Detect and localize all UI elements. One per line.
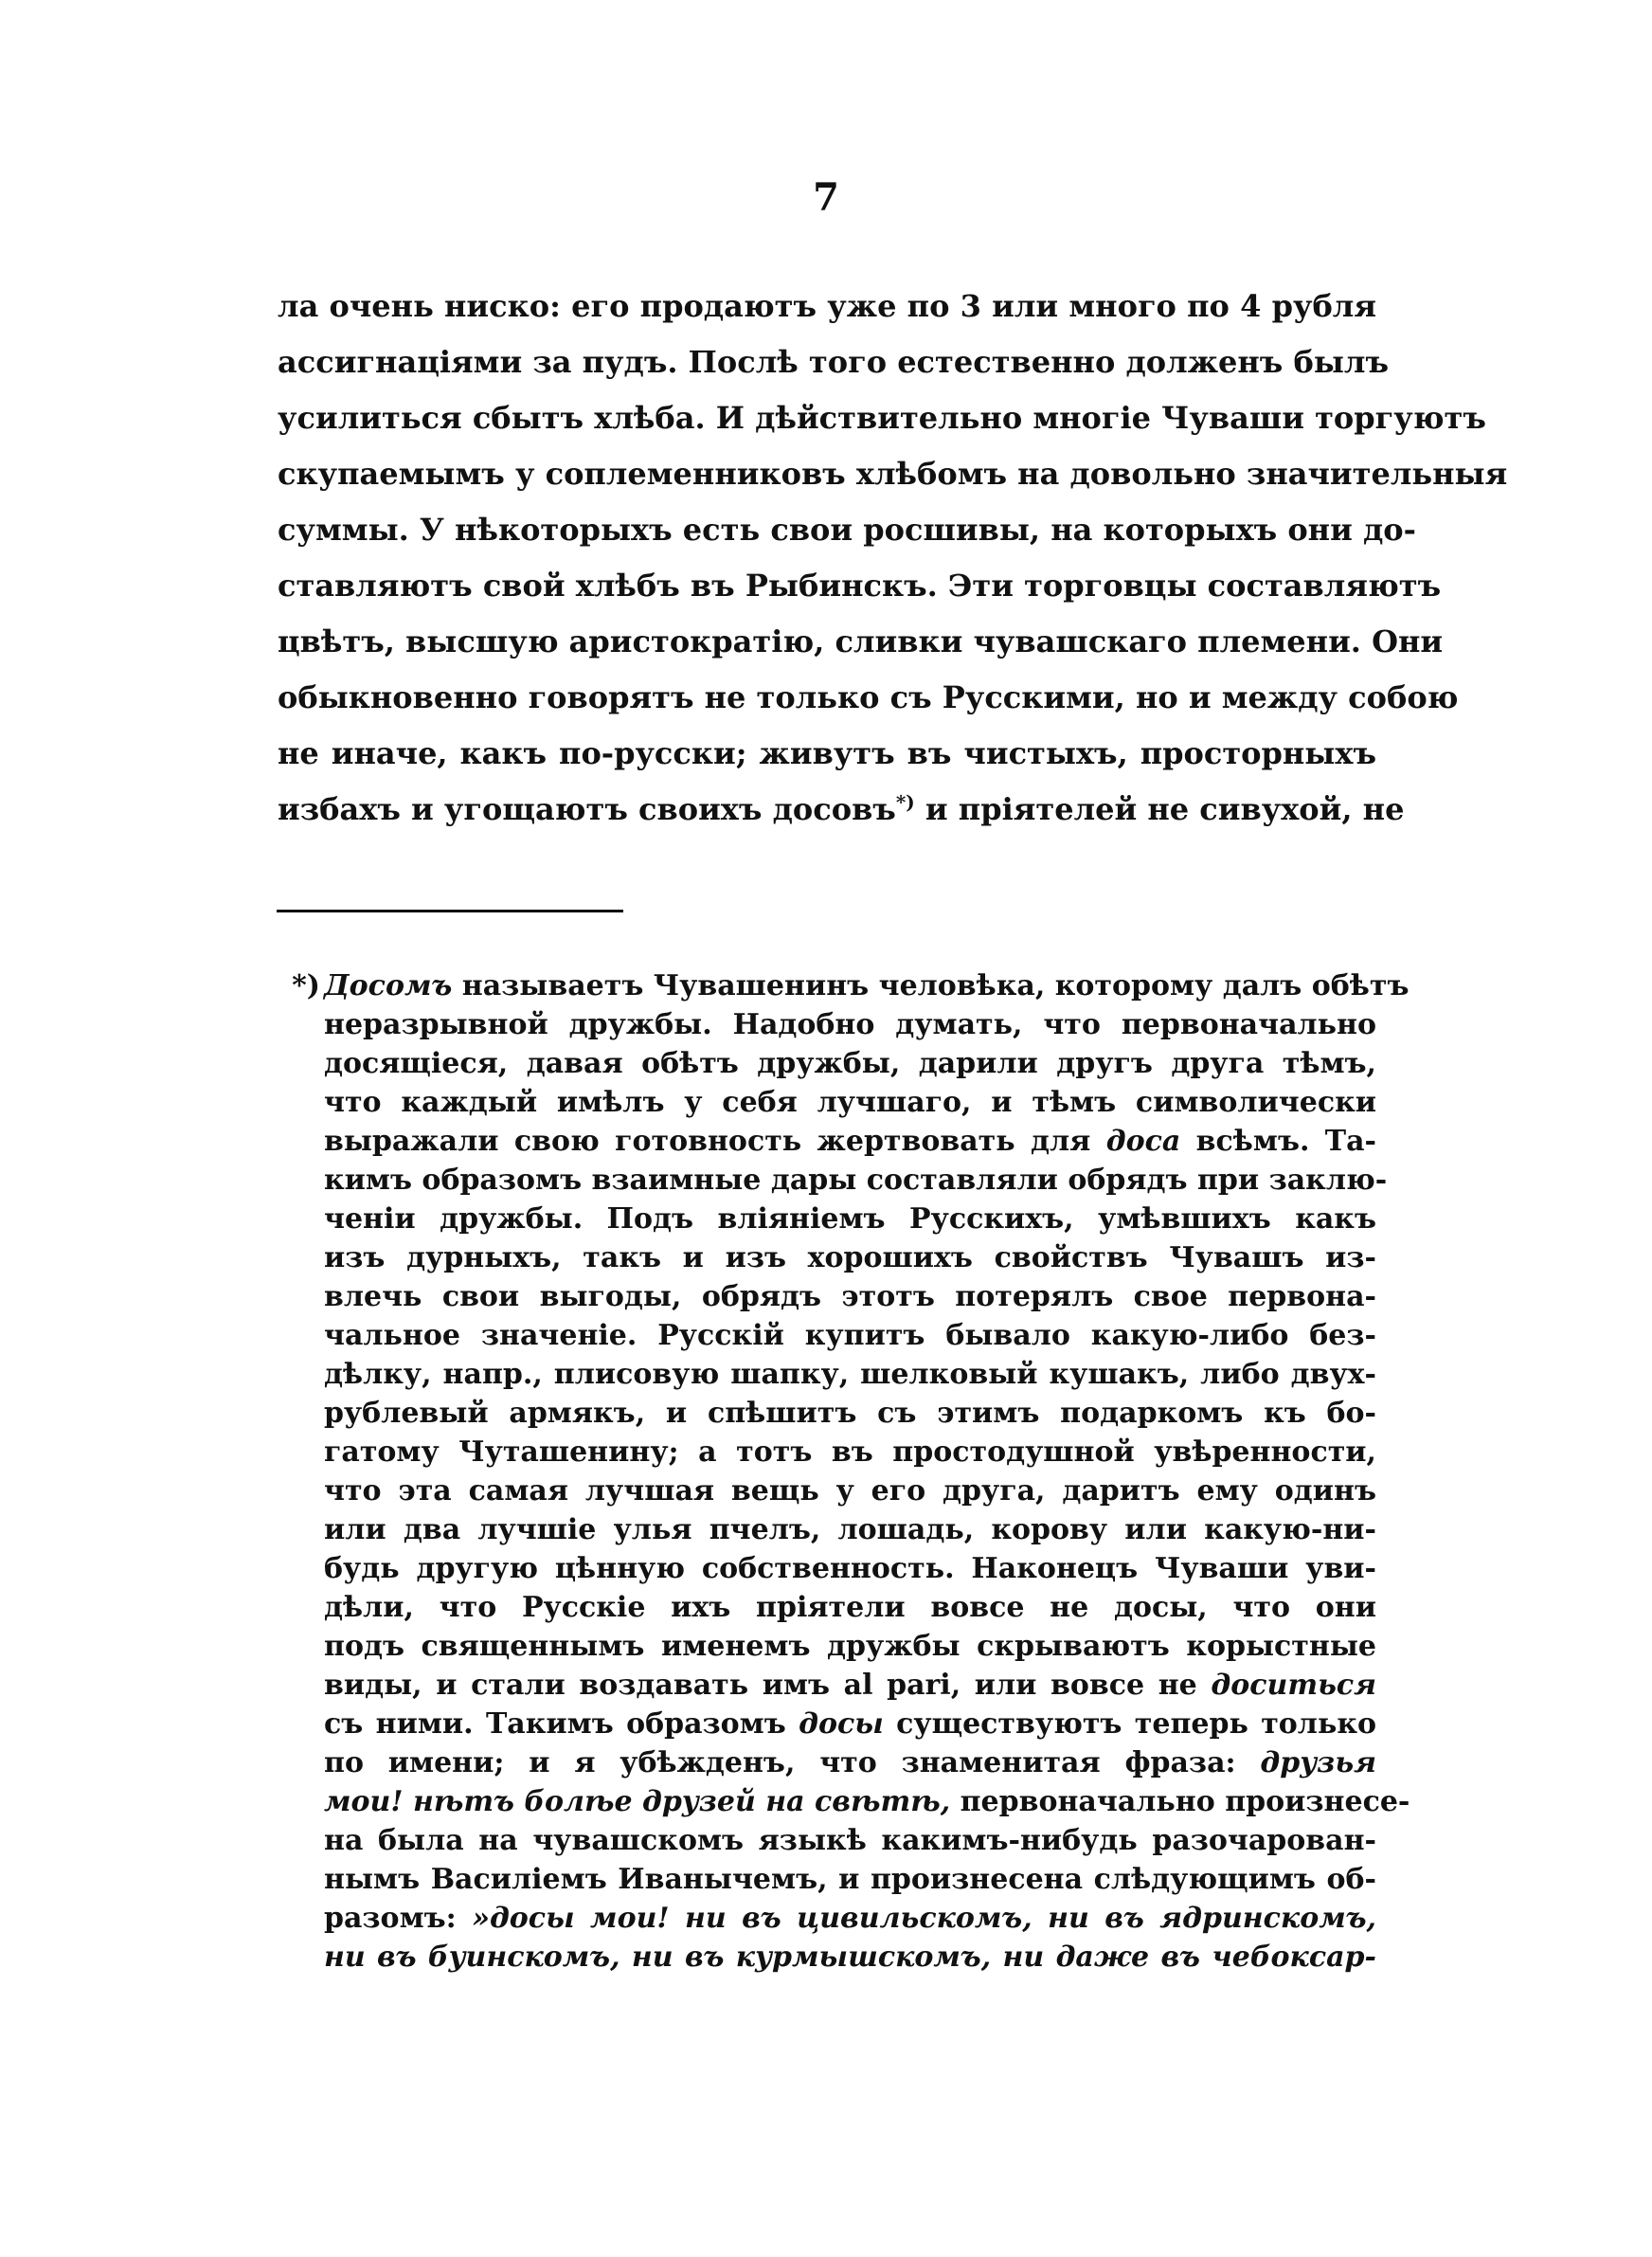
footnote-line: или два лучшіе улья пчелъ, лошадь, корову или какую-ни- [324,1513,1376,1546]
footnote-line: подъ священнымъ именемъ дружбы скрываютъ корыстные [324,1630,1376,1663]
main-text-line: усилиться сбытъ хлѣба. И дѣйствительно многіе Чуваши торгуютъ [278,400,1486,436]
footnote-line: на была на чувашскомъ языкѣ какимъ-нибудь разочарован- [324,1824,1376,1857]
footnote-line: досящіеся, давая обѣтъ дружбы, дарили другъ друга тѣмъ, [324,1047,1376,1080]
footnote-italic: »досы мои! ни въ цивильскомъ, ни въ ядринскомъ, [472,1902,1376,1935]
footnote-reference: *) [895,790,915,814]
footnote-segment: существуютъ теперь только [883,1707,1376,1741]
footnote-segment: выражали свою готовность жертвовать для [324,1125,1106,1158]
footnote-line [324,1705,1376,1743]
footnote-line: будь другую цѣнную собственность. Наконецъ Чуваши уви- [324,1552,1376,1585]
main-text-line [278,782,1405,838]
main-text-line: ассигнаціями за пудъ. Послѣ того естественно долженъ былъ [278,344,1389,380]
main-text-line: ла очень ниско: его продаютъ уже по 3 или много по 4 рубля [278,288,1376,324]
footnote-line [324,1666,1376,1705]
footnote-segment: виды, и стали воздавать имъ al pari, или вовсе не [324,1669,1212,1702]
footnote-line: чальное значеніе. Русскій купитъ бывало какую-либо без- [324,1319,1376,1352]
footnote-line: что каждый имѣлъ у себя лучшаго, и тѣмъ символически [324,1086,1376,1119]
footnote-segment: называетъ Чувашенинъ человѣка, которому далъ обѣтъ [452,969,1410,1002]
footnote-italic: доситься [1211,1669,1376,1702]
footnote-mark: *) [292,969,320,1002]
footnote-italic: мои! нѣтъ болѣе друзей на свѣтѣ, [324,1785,951,1818]
footnote-line [324,1782,1410,1821]
main-text-segment: и пріятелей не сивухой, не [914,791,1405,827]
footnote-italic: ни въ буинскомъ, ни въ курмышскомъ, ни даже въ чебоксар- [324,1941,1376,1974]
footnote-line [324,1743,1376,1782]
footnote-segment: всѣмъ. Та- [1180,1125,1377,1158]
footnote-line: дѣлку, напр., плисовую шапку, шелковый кушакъ, либо двух- [324,1358,1376,1391]
footnote-line: влечь свои выгоды, обрядъ этотъ потерялъ свое первона- [324,1280,1376,1313]
footnote-separator [277,910,623,912]
footnote-line: гатому Чуташенину; а тотъ въ простодушной увѣренности, [324,1435,1376,1469]
footnote-segment: первоначально произнесе- [950,1785,1410,1818]
footnote-term: Досомъ [324,969,453,1002]
main-text-segment: избахъ и угощаютъ своихъ досовъ [278,791,896,827]
footnote-segment: съ ними. Такимъ образомъ [324,1707,799,1741]
main-text-line: не иначе, какъ по-русски; живутъ въ чистыхъ, просторныхъ [278,735,1376,771]
main-text-line: ставляютъ свой хлѣбъ въ Рыбинскъ. Эти торговцы составляютъ [278,568,1442,604]
footnote-line [324,1899,1376,1938]
footnote-line: кимъ образомъ взаимные дары составляли обрядъ при заклю- [324,1164,1388,1197]
footnote-line [324,1938,1376,1977]
footnote-italic: друзья [1260,1746,1376,1779]
footnote-line: изъ дурныхъ, такъ и изъ хорошихъ свойствъ Чувашъ из- [324,1241,1376,1274]
page-number: 7 [813,175,839,220]
footnote-segment: по имени; и я убѣжденъ, что знаменитая фраза: [324,1746,1261,1779]
main-text-line: суммы. У нѣкоторыхъ есть свои росшивы, на которыхъ они до- [278,512,1416,548]
footnote-line [324,966,1410,1005]
footnote-line: неразрывной дружбы. Надобно думать, что первоначально [324,1008,1376,1041]
footnote-block [292,966,1410,1977]
main-text-block [278,279,1508,838]
footnote-line: нымъ Василіемъ Иванычемъ, и произнесена слѣдующимъ об- [324,1863,1376,1896]
footnote-line [324,1122,1376,1161]
footnote-line: дѣли, что Русскіе ихъ пріятели вовсе не досы, что они [324,1591,1376,1624]
footnote-italic: доса [1105,1125,1181,1158]
main-text-line: цвѣтъ, высшую аристократію, сливки чувашскаго племени. Они [278,623,1444,659]
footnote-line: ченіи дружбы. Подъ вліяніемъ Русскихъ, умѣвшихъ какъ [324,1202,1376,1236]
footnote-italic: досы [799,1707,884,1741]
footnote-line: что эта самая лучшая вещь у его друга, даритъ ему одинъ [324,1474,1376,1508]
main-text-line: обыкновенно говорятъ не только съ Русскими, но и между собою [278,679,1459,715]
footnote-segment: разомъ: [324,1902,473,1935]
footnote-line: рублевый армякъ, и спѣшитъ съ этимъ подаркомъ къ бо- [324,1397,1376,1430]
main-text-line: скупаемымъ у соплеменниковъ хлѣбомъ на довольно значительныя [278,456,1508,492]
